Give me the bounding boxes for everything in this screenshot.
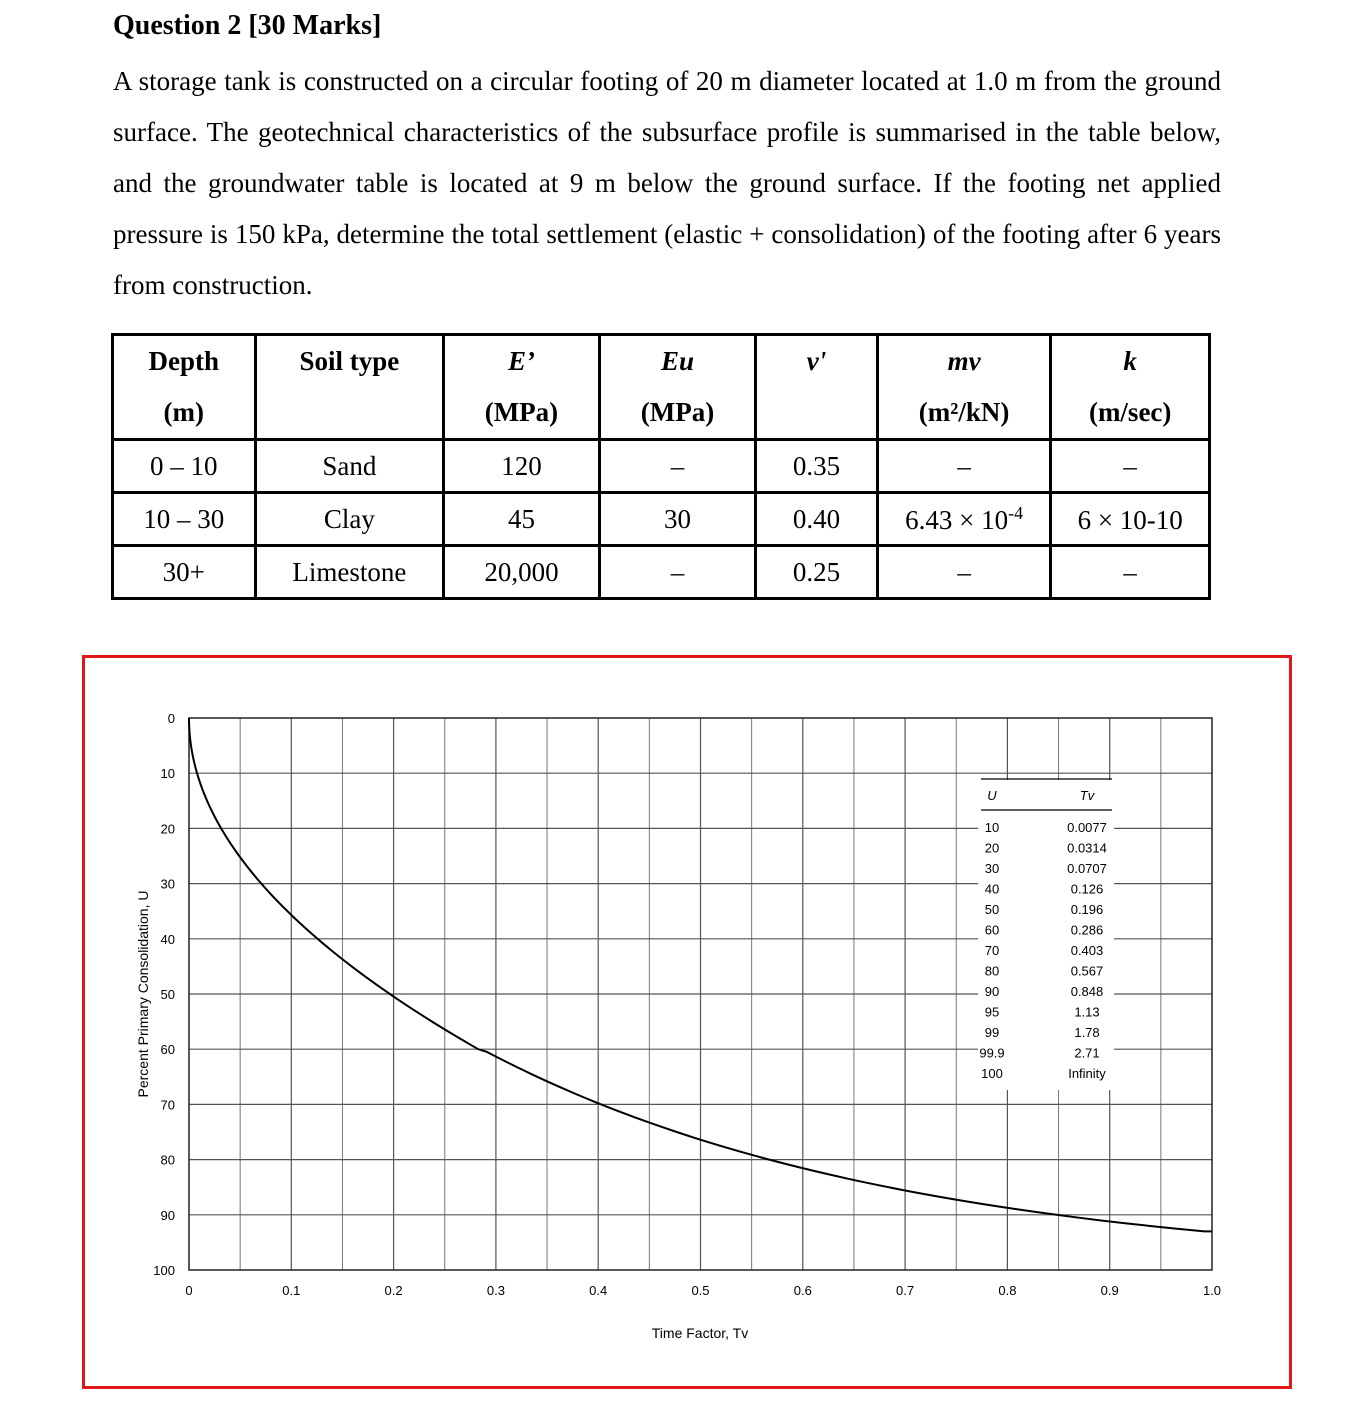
inset-u-value: 80: [984, 963, 1000, 979]
inset-u-value: 95: [984, 1004, 1000, 1020]
inset-tv-value: 0.0314: [1067, 840, 1107, 856]
cell: –: [599, 440, 756, 493]
cell: 0 – 10: [113, 440, 256, 493]
cell-sci: $6.43 \times 10^{-4}$: [877, 493, 1051, 546]
cell: 10 – 30: [113, 493, 256, 546]
header-k: k (m/sec): [1051, 335, 1210, 440]
y-tick-label: 0: [167, 711, 175, 726]
cell: 0.25: [756, 546, 878, 599]
x-tick-label: 0.5: [691, 1283, 710, 1298]
y-tick-label: 20: [160, 821, 175, 837]
y-tick-label: 10: [160, 766, 175, 782]
x-tick-label: 0: [185, 1283, 193, 1298]
inset-header-u: U: [987, 788, 997, 803]
inset-u-value: 100: [981, 1066, 1003, 1081]
cell: 120: [444, 440, 600, 493]
x-tick-label: 0.3: [486, 1283, 505, 1298]
inset-tv-value: 0.848: [1070, 984, 1104, 999]
cell: 30: [599, 493, 756, 546]
header-poisson: v': [756, 335, 878, 440]
cell: Limestone: [255, 546, 444, 599]
y-tick-label: 40: [160, 931, 175, 947]
x-tick-label: 0.1: [282, 1283, 301, 1298]
inset-tv-value: Infinity: [1068, 1066, 1106, 1081]
inset-u-value: 20: [984, 840, 1000, 856]
inset-tv-value: 0.403: [1070, 943, 1104, 958]
inset-u-value: 40: [984, 881, 1000, 897]
inset-tv-value: 0.196: [1070, 902, 1104, 917]
x-tick-label: 0.6: [793, 1283, 812, 1298]
x-tick-label: 0.8: [998, 1283, 1017, 1298]
x-tick-label: 0.4: [589, 1283, 608, 1298]
inset-tv-value: 0.0077: [1067, 820, 1107, 835]
inset-tv-value: 0.286: [1070, 922, 1104, 938]
cell: 45: [444, 493, 600, 546]
x-tick-label: 0.7: [896, 1283, 915, 1298]
x-tick-label: 1.0: [1202, 1283, 1222, 1298]
y-tick-label: 30: [160, 876, 175, 892]
inset-tv-value: 0.0707: [1067, 861, 1107, 876]
inset-u-value: 10: [984, 820, 1000, 835]
y-tick-label: 90: [160, 1207, 175, 1223]
inset-u-value: 70: [984, 943, 1000, 958]
cell: –: [877, 440, 1051, 493]
x-tick-label: 0.2: [384, 1283, 403, 1298]
cell: 30+: [113, 546, 256, 599]
cell: –: [1051, 546, 1210, 599]
cell-sci: 6 × 10-10: [1051, 493, 1210, 546]
cell: 0.40: [756, 493, 878, 546]
x-tick-label: 0.9: [1100, 1283, 1119, 1298]
inset-tv-value: 0.567: [1070, 963, 1104, 979]
y-tick-label: 70: [160, 1097, 175, 1113]
inset-tv-value: 0.126: [1070, 881, 1104, 897]
y-tick-label: 50: [160, 987, 175, 1002]
inset-tv-value: 1.13: [1074, 1004, 1100, 1020]
inset-u-value: 99: [984, 1025, 1000, 1040]
cell: 20,000: [444, 546, 600, 599]
header-e-prime: E’ (MPa): [444, 335, 600, 440]
inset-tv-value: 2.71: [1074, 1045, 1100, 1061]
header-mv: mv (m²/kN): [877, 335, 1051, 440]
header-depth: Depth (m): [113, 335, 256, 440]
inset-header-tv: Tv: [1079, 788, 1095, 803]
question-body: A storage tank is constructed on a circular footing of 20 m diameter located at 1.0 m from the ground surface. The geotechnical characteristics of the subsurface profile is summarised in the table below, and the groundwater table is located at 9 m below the ground surface. If the footing net applied pressure is 150 kPa, determine the total settlement (elastic + consolidation) of the footing after 6 years from construction.: [113, 66, 1221, 300]
cell: –: [1051, 440, 1210, 493]
question-heading: Question 2 [30 Marks]: [113, 10, 382, 41]
x-axis-label: Time Factor, Tv: [651, 1325, 749, 1341]
inset-u-value: 99.9: [979, 1045, 1005, 1061]
inset-u-value: 50: [984, 902, 1000, 917]
cell: –: [599, 546, 756, 599]
inset-u-value: 90: [984, 984, 1000, 999]
header-soil-type: Soil type: [255, 335, 444, 440]
y-tick-label: 100: [153, 1263, 175, 1278]
inset-u-value: 60: [984, 922, 1000, 938]
cell: Sand: [255, 440, 444, 493]
y-tick-label: 60: [160, 1042, 175, 1058]
y-tick-label: 80: [160, 1152, 175, 1168]
y-axis-label: Percent Primary Consolidation, U: [135, 890, 151, 1098]
inset-tv-value: 1.78: [1074, 1025, 1100, 1040]
cell: 0.35: [756, 440, 878, 493]
cell: –: [877, 546, 1051, 599]
inset-u-value: 30: [984, 861, 1000, 876]
cell: Clay: [255, 493, 444, 546]
header-eu: Eu (MPa): [599, 335, 756, 440]
